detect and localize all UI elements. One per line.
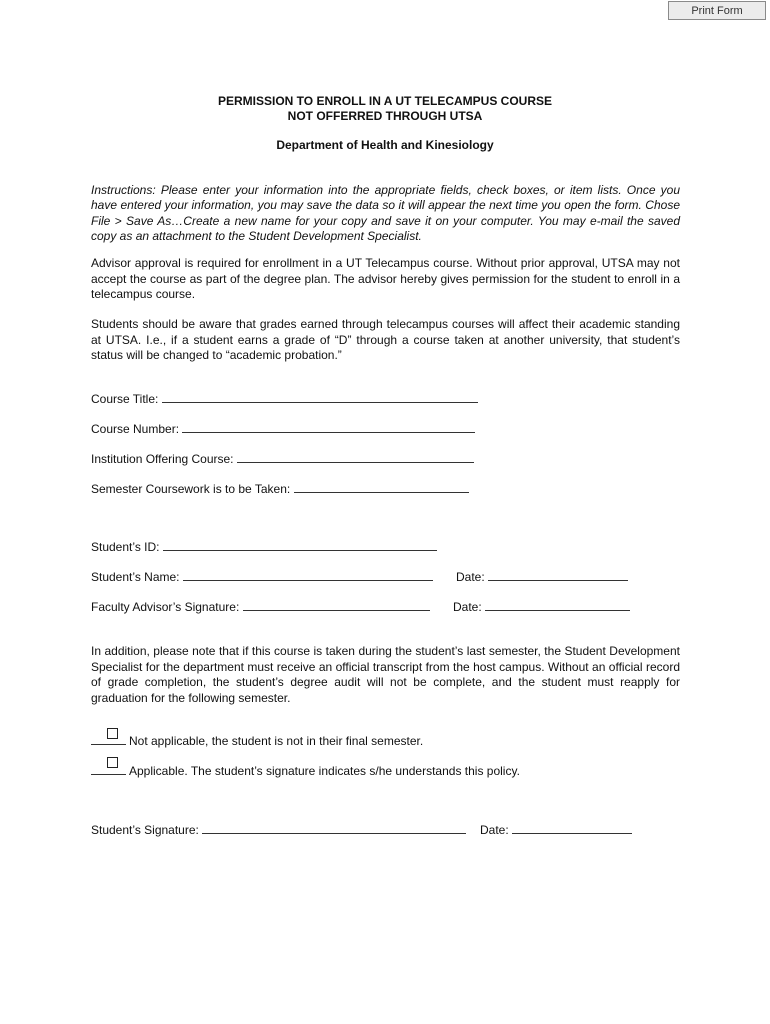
student-name-field[interactable] — [183, 569, 433, 581]
not-applicable-option — [91, 733, 423, 749]
student-signature-label: Student’s Signature: — [91, 823, 199, 837]
student-signature-field[interactable] — [202, 822, 466, 834]
student-signature-row — [91, 822, 466, 838]
applicable-blank — [91, 763, 126, 775]
not-applicable-blank — [91, 733, 126, 745]
applicable-option — [91, 763, 520, 779]
student-name-row — [91, 569, 433, 585]
course-number-field[interactable] — [182, 421, 475, 433]
form-title-line2: NOT OFFERRED THROUGH UTSA — [287, 109, 483, 123]
semester-field[interactable] — [294, 481, 469, 493]
student-id-row — [91, 539, 437, 555]
course-number-row — [91, 421, 475, 437]
institution-row — [91, 451, 474, 467]
applicable-label: Applicable. The student’s signature indicates s/he understands this policy. — [129, 764, 520, 778]
institution-label: Institution Offering Course: — [91, 452, 234, 466]
signature-date-label: Date: — [480, 823, 509, 837]
course-title-label: Course Title: — [91, 392, 159, 406]
advisor-signature-row — [91, 599, 430, 615]
advisor-approval-paragraph: Advisor approval is required for enrollment in a UT Telecampus course. Without prior approval, UTSA may not accept the course as part of the degree plan. The advisor hereby gives permission for the student to enroll in a telecampus course. — [91, 256, 680, 301]
not-applicable-label: Not applicable, the student is not in their final semester. — [129, 734, 424, 748]
instructions-paragraph: Instructions: Please enter your information into the appropriate fields, check boxes, or item lists. Once you have entered your information, you may save the data so it will appear the next time you open the form. Chose File > Save As…Create a new name for your copy and save it on your computer. You may e-mail the saved copy as an attachment to the Student Development Specialist. — [91, 183, 680, 243]
advisor-signature-field[interactable] — [243, 599, 430, 611]
course-title-field[interactable] — [162, 391, 478, 403]
semester-row — [91, 481, 469, 497]
last-semester-paragraph: In addition, please note that if this course is taken during the student’s last semester, the Student Development Specialist for the department must receive an official transcript from the host campus. Without an official record of grade completion, the student’s degree audit will not be complete, and the student must reapply for graduation for the following semester. — [91, 644, 680, 705]
signature-date-row — [480, 822, 632, 838]
student-date-label: Date: — [456, 570, 485, 584]
grades-warning-paragraph: Students should be aware that grades earned through telecampus courses will affect their academic standing at UTSA. I.e., if a student earns a grade of “D” through a course taken at another university, that student’s status will be changed to “academic probation.” — [91, 317, 680, 362]
advisor-date-row — [453, 599, 630, 615]
institution-field[interactable] — [237, 451, 474, 463]
advisor-date-field[interactable] — [485, 599, 630, 611]
form-title-line1: PERMISSION TO ENROLL IN A UT TELECAMPUS COURSE — [217, 94, 553, 108]
student-date-field[interactable] — [488, 569, 628, 581]
student-id-field[interactable] — [163, 539, 437, 551]
advisor-signature-label: Faculty Advisor’s Signature: — [91, 600, 240, 614]
student-id-label: Student’s ID: — [91, 540, 160, 554]
student-date-row — [456, 569, 628, 585]
advisor-date-label: Date: — [453, 600, 482, 614]
department-name: Department of Health and Kinesiology — [276, 138, 494, 152]
print-form-button[interactable]: Print Form — [668, 1, 766, 20]
student-name-label: Student’s Name: — [91, 570, 180, 584]
course-number-label: Course Number: — [91, 422, 180, 436]
course-title-row — [91, 391, 478, 407]
semester-label: Semester Coursework is to be Taken: — [91, 482, 291, 496]
signature-date-field[interactable] — [512, 822, 632, 834]
